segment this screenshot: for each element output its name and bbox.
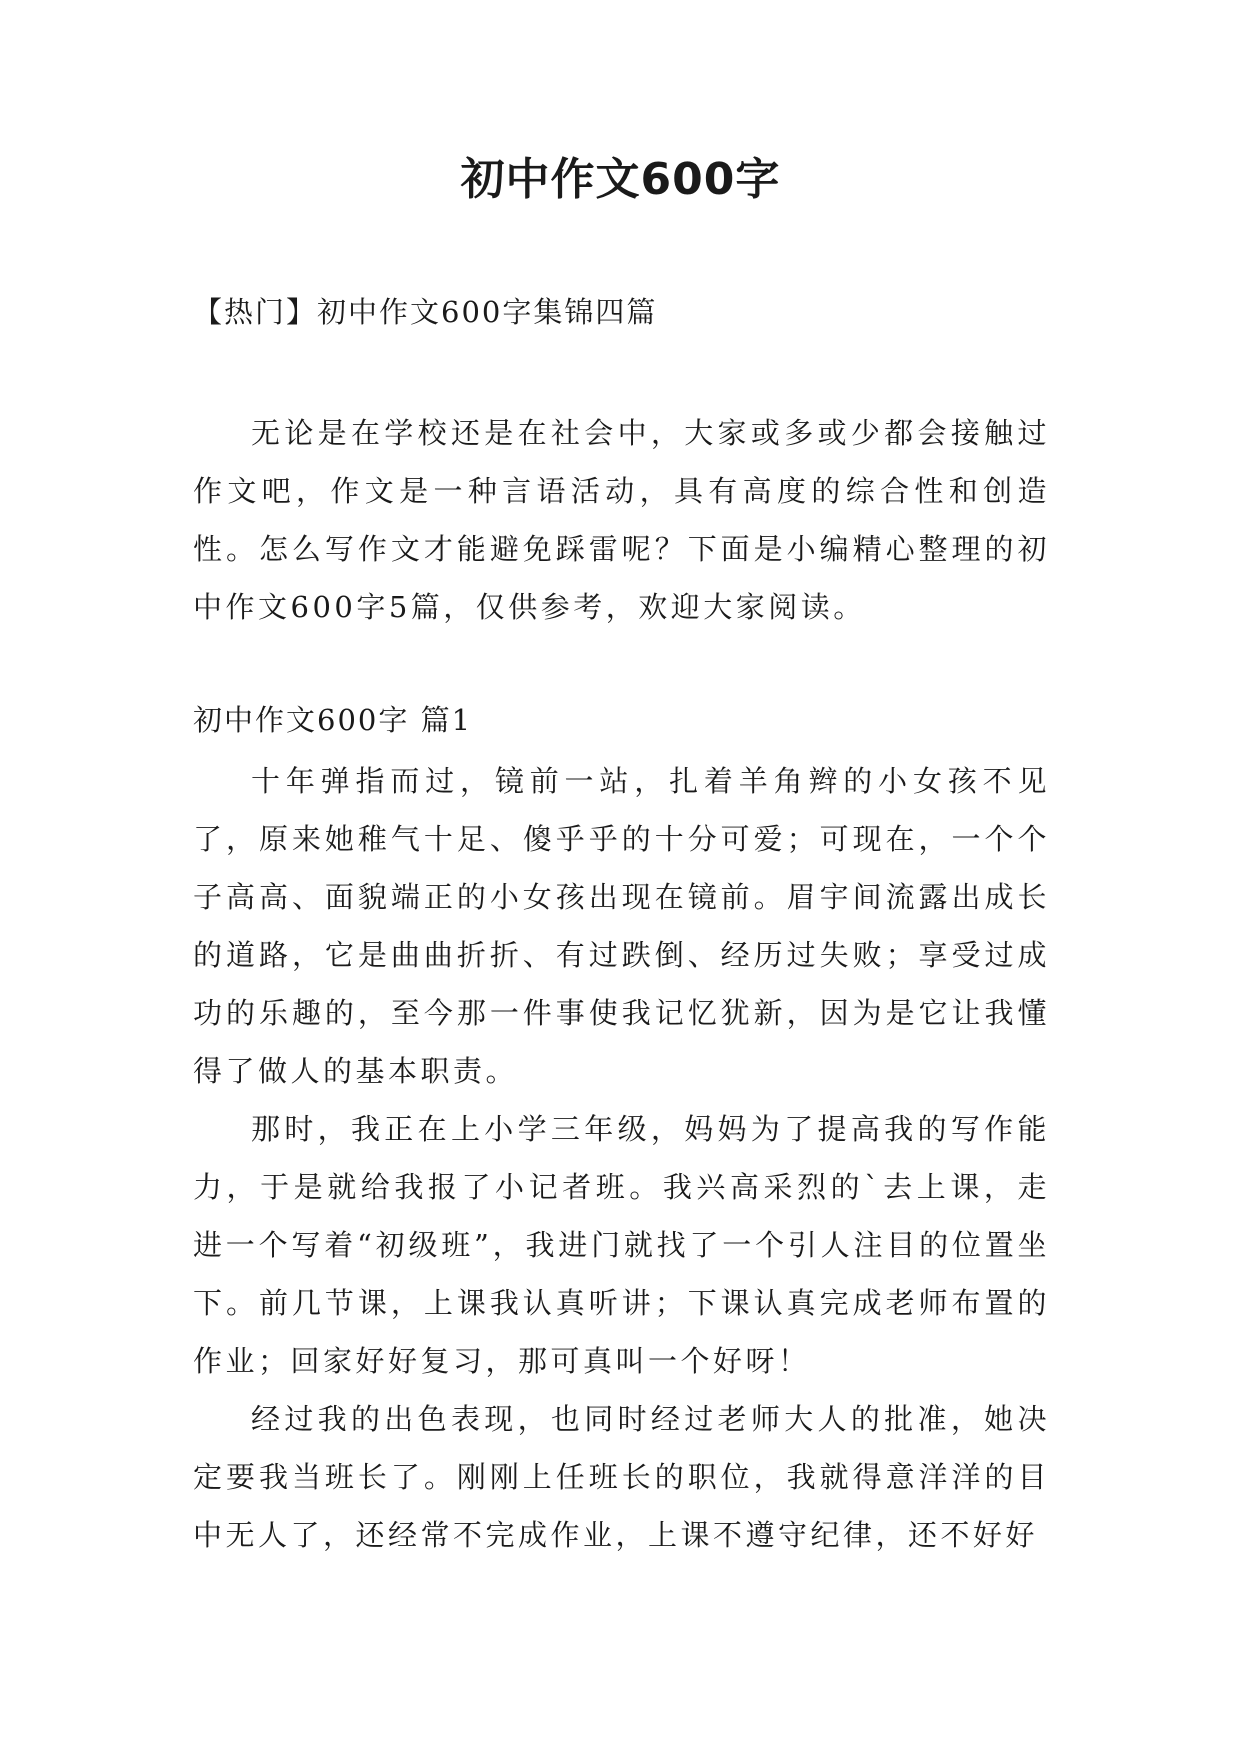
document-subtitle: 【热门】初中作文600字集锦四篇 bbox=[193, 295, 658, 329]
body-paragraph: 那时，我正在上小学三年级，妈妈为了提高我的写作能力，于是就给我报了小记者班。我兴高采烈的`去上课，走进一个写着“初级班”，我进门就找了一个引人注目的位置坐下。前几节课，上课我认真听讲；下课认真完成老师布置的作业；回家好好复习，那可真叫一个好呀！ bbox=[193, 1112, 1050, 1378]
section-heading: 初中作文600字 篇1 bbox=[193, 703, 473, 737]
document-title: 初中作文600字 bbox=[460, 154, 781, 205]
body-paragraph: 经过我的出色表现，也同时经过老师大人的批准，她决定要我当班长了。刚刚上任班长的职位，我就得意洋洋的目中无人了，还经常不完成作业，上课不遵守纪律，还不好好 bbox=[193, 1402, 1050, 1552]
body-paragraph: 十年弹指而过，镜前一站，扎着羊角辫的小女孩不见了，原来她稚气十足、傻乎乎的十分可爱；可现在，一个个子高高、面貌端正的小女孩出现在镜前。眉宇间流露出成长的道路，它是曲曲折折、有过跌倒、经历过失败；享受过成功的乐趣的，至今那一件事使我记忆犹新，因为是它让我懂得了做人的基本职责。 bbox=[193, 764, 1050, 1088]
intro-paragraph: 无论是在学校还是在社会中，大家或多或少都会接触过作文吧，作文是一种言语活动，具有高度的综合性和创造性。怎么写作文才能避免踩雷呢？下面是小编精心整理的初中作文600字5篇，仅供参考，欢迎大家阅读。 bbox=[193, 416, 1050, 624]
